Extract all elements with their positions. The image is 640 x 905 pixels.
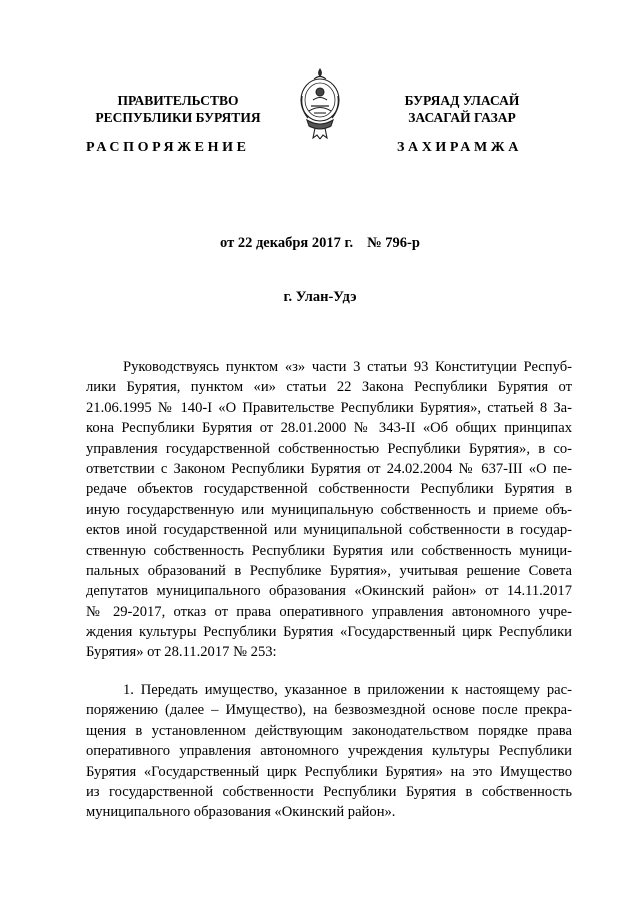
paragraph-item-1 <box>86 680 572 823</box>
text-line: из государственной собственности Республики Бурятия в собственность <box>86 783 572 800</box>
issuer-left-line2: РЕСПУБЛИКИ БУРЯТИЯ <box>95 110 261 125</box>
issuer-right-line1: БУРЯАД УЛАСАЙ <box>404 93 520 108</box>
document-city: г. Улан-Удэ <box>283 289 357 305</box>
text-line: иную государственную или муниципальную собственность и приеме объ- <box>86 501 572 518</box>
text-line: 1. Передать имущество, указанное в приложении к настоящему рас- <box>123 682 572 698</box>
text-line: пальных образований в Республике Бурятия», учитывая решение Совета <box>86 562 572 579</box>
text-line: ственную собственность Республики Бурятия или собственность муници- <box>86 542 572 559</box>
text-line: ектов иной государственной или муниципальной собственности в государ- <box>86 522 572 539</box>
text-line: щения в установленном действующим законодательством порядке права <box>86 722 572 739</box>
text-line: 21.06.1995 № 140-I «О Правительстве Республики Бурятия», статьей 8 За- <box>86 399 572 416</box>
text-line: ответствии с Законом Республики Бурятия от 24.02.2004 № 637-III «О пе- <box>86 460 572 477</box>
text-line: оперативного управления автономного учреждения культуры Республики <box>86 743 572 760</box>
doc-type-right: ЗАХИРАМЖА <box>397 140 522 155</box>
coat-of-arms-icon <box>296 66 344 142</box>
text-line: лики Бурятия, пунктом «и» статьи 22 Закона Республики Бурятия от <box>86 379 572 396</box>
document-number: № 796-р <box>367 235 420 251</box>
text-line: Бурятия «Государственный цирк Республики Бурятия» на это Имущество <box>86 763 572 780</box>
text-line: Бурятия» от 28.11.2017 № 253: <box>86 644 277 661</box>
text-line: муниципального образования «Окинский район». <box>86 804 396 821</box>
issuer-right-line2: ЗАСАГАЙ ГАЗАР <box>408 110 516 125</box>
issuer-left-line1: ПРАВИТЕЛЬСТВО <box>117 93 239 108</box>
text-line: ждения культуры Республики Бурятия «Государственный цирк Республики <box>86 624 572 641</box>
issuer-left <box>68 92 288 126</box>
text-line: кона Республики Бурятия от 28.01.2000 № 343-II «Об общих принципах <box>86 420 572 437</box>
paragraph-preamble <box>86 357 572 663</box>
date-number-line <box>0 235 640 252</box>
doc-type-left: РАСПОРЯЖЕНИЕ <box>86 140 250 155</box>
text-line: № 29-2017, отказ от права оперативного управления автономного учре- <box>86 603 572 620</box>
issuer-right <box>352 92 572 126</box>
text-line: редаче объектов государственной собственности Республики Бурятия в <box>86 481 572 498</box>
text-line: управления государственной собственностью Республики Бурятия», в со- <box>86 440 572 457</box>
text-line: депутатов муниципального образования «Окинский район» от 14.11.2017 <box>86 583 572 600</box>
text-line: Руководствуясь пунктом «з» части 3 статьи 93 Конституции Респуб- <box>123 359 572 375</box>
document-date: от 22 декабря 2017 г. <box>220 235 354 251</box>
text-line: поряжению (далее – Имущество), на безвозмездной основе после прекра- <box>86 702 572 719</box>
